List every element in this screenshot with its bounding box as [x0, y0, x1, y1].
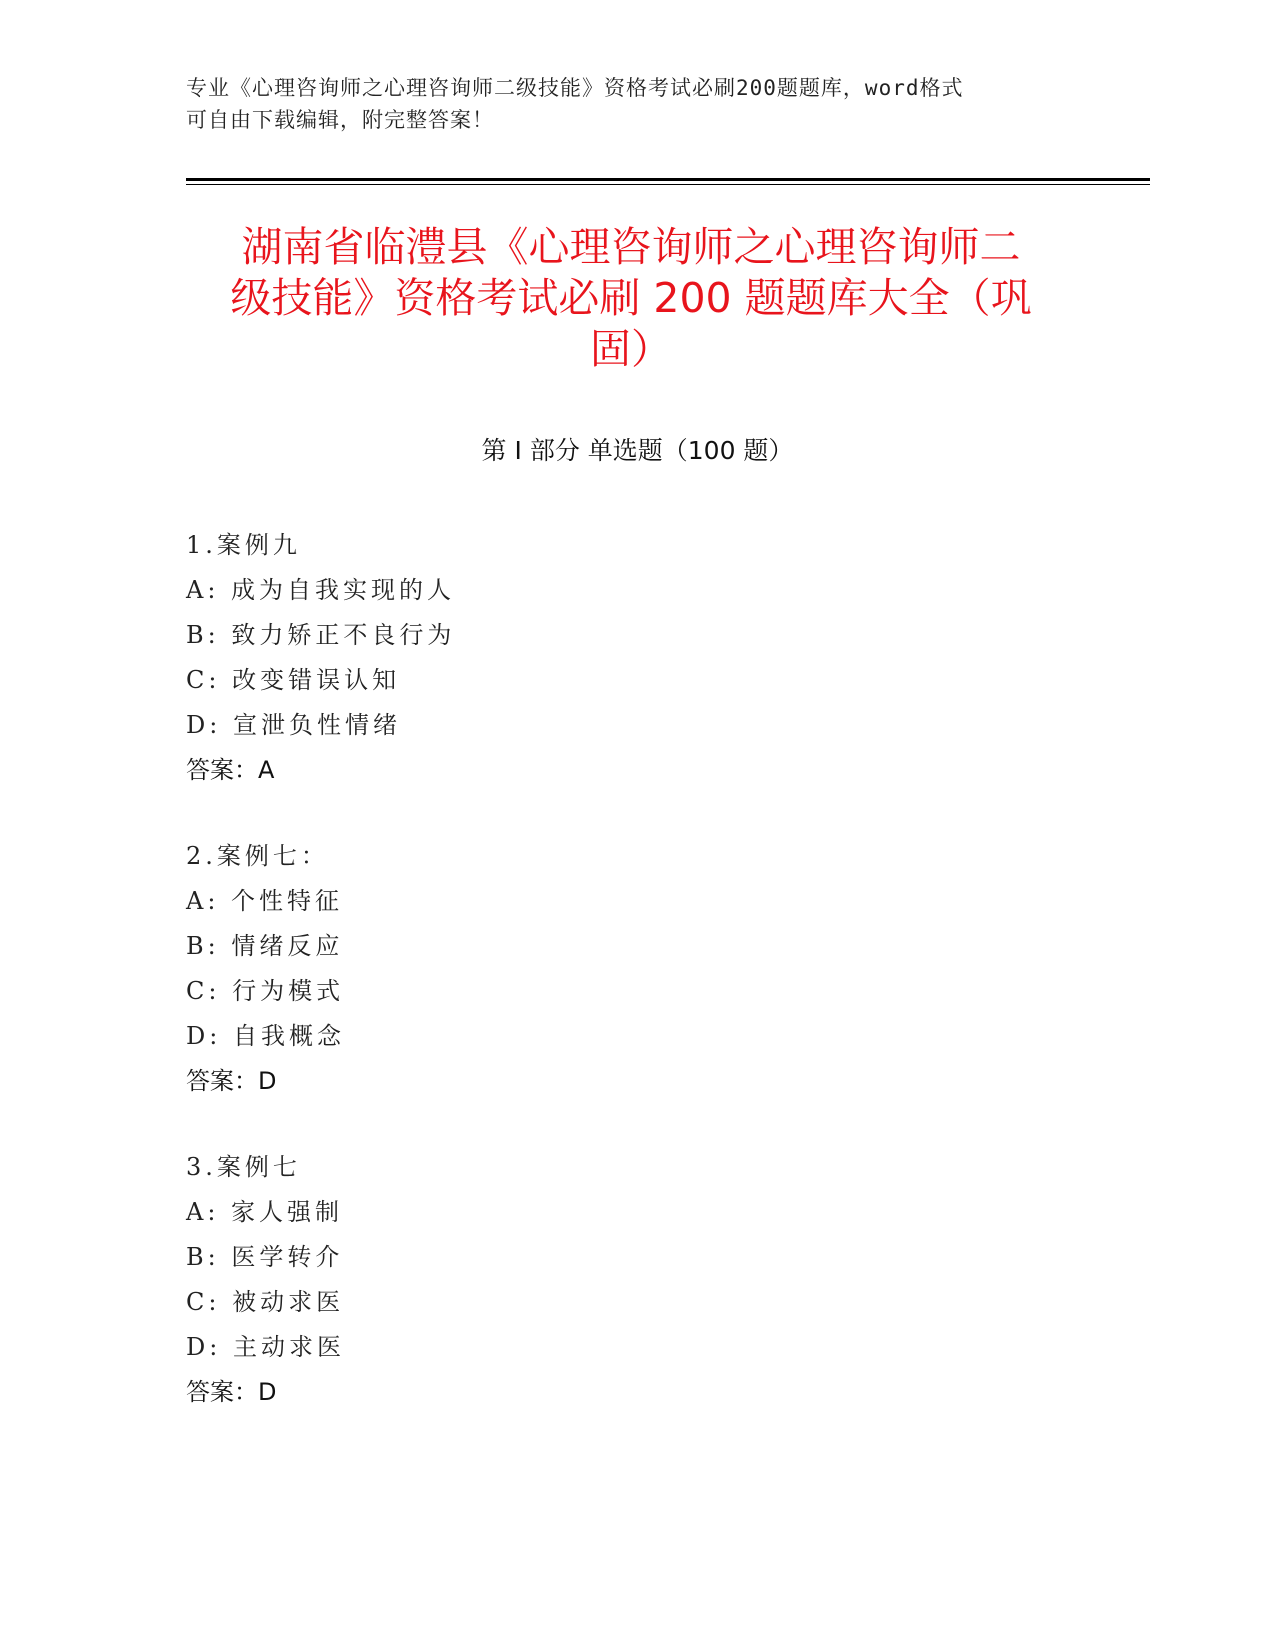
option-a: A: 家人强制 — [186, 1198, 344, 1226]
option-d: D: 主动求医 — [186, 1333, 345, 1361]
option-c: C: 改变错误认知 — [186, 666, 401, 694]
answer-line: 答案：D — [186, 1378, 277, 1406]
page-title-line-3: 固） — [590, 325, 672, 373]
header-note — [186, 72, 1066, 136]
question-1 — [186, 523, 1086, 793]
page-title-line-1: 湖南省临澧县《心理咨询师之心理咨询师二 — [241, 223, 1021, 271]
header-note-line-1: 专业《心理咨询师之心理咨询师二级技能》资格考试必刷200题题库，word格式 — [186, 76, 964, 100]
page-title — [186, 222, 1076, 375]
option-c: C: 行为模式 — [186, 977, 345, 1005]
option-a: A: 个性特征 — [186, 887, 344, 915]
header-divider-thick — [186, 178, 1150, 181]
question-stem: 2.案例七： — [186, 842, 329, 870]
option-a: A: 成为自我实现的人 — [186, 576, 456, 604]
section-heading: 第 I 部分 单选题（100 题） — [481, 436, 794, 465]
header-divider-thin — [186, 184, 1150, 185]
question-3 — [186, 1145, 1086, 1415]
answer-line: 答案：A — [186, 756, 275, 784]
question-stem: 3.案例七 — [186, 1153, 301, 1181]
question-2 — [186, 834, 1086, 1104]
option-d: D: 宣泄负性情绪 — [186, 711, 401, 739]
option-b: B: 情绪反应 — [186, 932, 344, 960]
page-title-line-2: 级技能》资格考试必刷 200 题题库大全（巩 — [230, 274, 1032, 322]
option-d: D: 自我概念 — [186, 1022, 345, 1050]
answer-line: 答案：D — [186, 1067, 277, 1095]
question-list — [186, 523, 1086, 1456]
header-note-line-2: 可自由下载编辑，附完整答案！ — [186, 108, 494, 132]
option-c: C: 被动求医 — [186, 1288, 345, 1316]
question-stem: 1.案例九 — [186, 531, 301, 559]
option-b: B: 医学转介 — [186, 1243, 344, 1271]
option-b: B: 致力矫正不良行为 — [186, 621, 456, 649]
